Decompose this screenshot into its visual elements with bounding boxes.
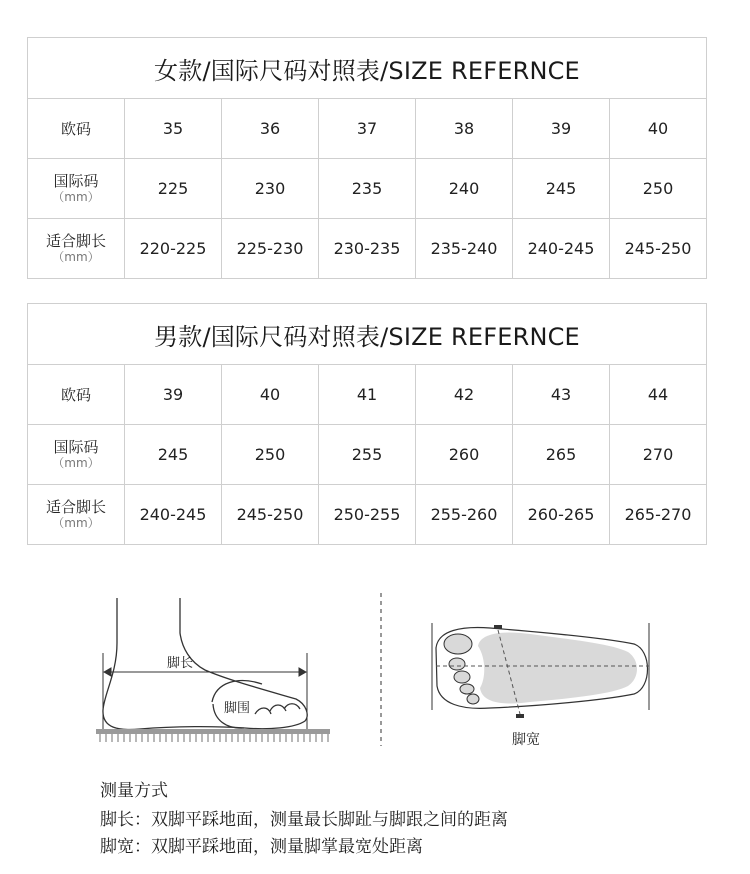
row-label: 适合脚长 （mm） [28,485,125,545]
table-cell: 44 [610,365,707,425]
table-cell: 250-255 [319,485,416,545]
row-label: 国际码 （mm） [28,159,125,219]
table-cell: 235-240 [416,219,513,279]
table-cell: 37 [319,99,416,159]
table-cell: 39 [513,99,610,159]
side-foot-illustration [103,598,307,730]
table-cell: 40 [222,365,319,425]
row-label: 国际码 （mm） [28,425,125,485]
table-row [28,425,707,485]
unit-label: （mm） [52,456,100,470]
foot-length-label: 脚长 [167,656,194,671]
table-cell: 39 [125,365,222,425]
table-row [28,485,707,545]
row-label: 欧码 [28,99,125,159]
table-cell: 240 [416,159,513,219]
foot-width-label: 脚宽 [512,732,540,748]
foot-girth-label: 脚围 [224,701,251,716]
table-cell: 230-235 [319,219,416,279]
sole-illustration [432,623,649,718]
table-cell: 255-260 [416,485,513,545]
table-cell: 255 [319,425,416,485]
table-row [28,159,707,219]
table-cell: 245-250 [610,219,707,279]
table-cell: 240-245 [513,219,610,279]
table-row [28,365,707,425]
women-size-table [27,37,707,279]
table-cell: 265-270 [610,485,707,545]
note-line: 脚宽：双脚平踩地面，测量脚掌最宽处距离 [100,837,423,857]
table-cell: 35 [125,99,222,159]
ruler-base [96,729,330,742]
table-cell: 41 [319,365,416,425]
table-cell: 235 [319,159,416,219]
table-cell: 43 [513,365,610,425]
table-cell: 250 [610,159,707,219]
table-cell: 225 [125,159,222,219]
table-title: 女款/国际尺码对照表/SIZE REFERNCE [28,38,707,99]
unit-label: （mm） [52,250,100,264]
unit-label: （mm） [52,190,100,204]
note-line: 脚长：双脚平踩地面，测量最长脚趾与脚跟之间的距离 [100,810,508,830]
table-cell: 260-265 [513,485,610,545]
table-cell: 270 [610,425,707,485]
table-cell: 40 [610,99,707,159]
unit-label: （mm） [52,516,100,530]
foot-length-arrow [103,653,307,731]
table-cell: 42 [416,365,513,425]
table-cell: 245 [125,425,222,485]
row-label: 适合脚长 （mm） [28,219,125,279]
table-cell: 265 [513,425,610,485]
table-cell: 225-230 [222,219,319,279]
table-row [28,219,707,279]
table-cell: 36 [222,99,319,159]
table-cell: 250 [222,425,319,485]
row-label: 欧码 [28,365,125,425]
table-cell: 240-245 [125,485,222,545]
table-cell: 230 [222,159,319,219]
table-cell: 220-225 [125,219,222,279]
table-cell: 245-250 [222,485,319,545]
men-size-table [27,303,707,545]
table-cell: 38 [416,99,513,159]
table-row [28,99,707,159]
notes-title: 测量方式 [100,781,168,801]
foot-measurement-diagram [0,578,750,758]
table-title: 男款/国际尺码对照表/SIZE REFERNCE [28,304,707,365]
measurement-notes [100,778,508,861]
table-cell: 260 [416,425,513,485]
table-cell: 245 [513,159,610,219]
